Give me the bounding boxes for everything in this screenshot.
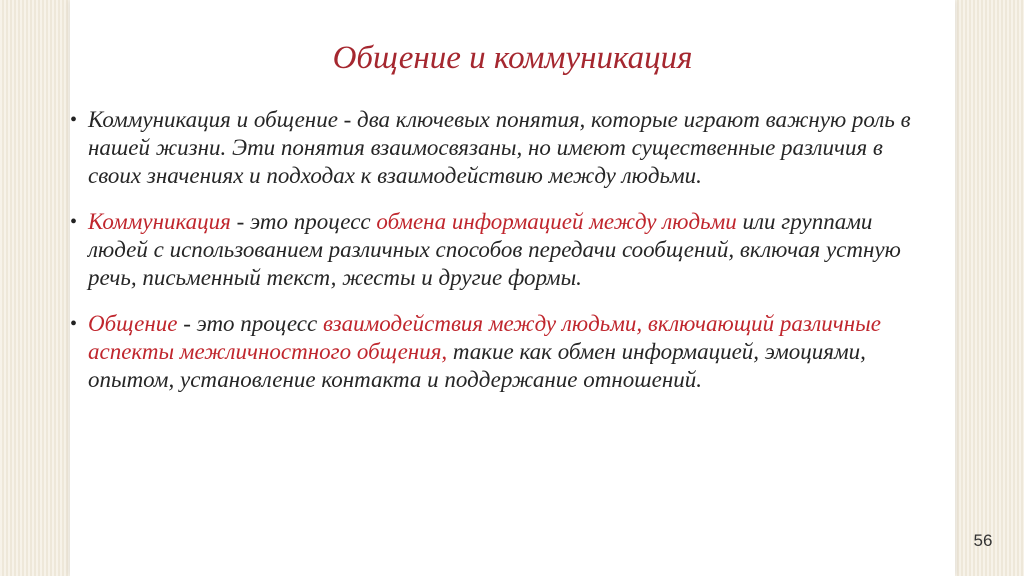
term-highlight: Общение xyxy=(88,311,178,336)
bullet-marker: • xyxy=(70,211,78,233)
bullet-item xyxy=(70,106,915,190)
page-number: 56 xyxy=(973,531,993,550)
slide-title: Общение и коммуникация xyxy=(332,40,693,76)
bullet-item xyxy=(70,208,915,292)
bullet-text: Коммуникация и общение - два ключевых понятия, которые играют важную роль в нашей жизни. Эти понятия взаимосвязаны, но имеют существенные различия в своих значениях и подходах к взаимодействию между людьми. xyxy=(88,107,911,188)
term-highlight: Коммуникация xyxy=(88,209,231,234)
bullet-marker: • xyxy=(70,313,78,335)
bullet-text: - это процесс xyxy=(230,209,377,234)
bullet-text: такие как обмен информацией, эмоциями, опытом, установление контакта и поддержание отношений. xyxy=(88,339,866,392)
left-background-strip xyxy=(0,0,70,576)
bullet-text: - это процесс xyxy=(177,311,323,336)
bullet-item xyxy=(70,310,915,394)
definition-highlight: обмена информацией между людьми xyxy=(376,209,737,234)
definition-highlight: взаимодействия между людьми, включающий различные аспекты межличностного общения, xyxy=(88,311,881,364)
bullet-marker: • xyxy=(70,109,78,131)
bullet-text: или группами людей с использованием различных способов передачи сообщений, включая устную речь, письменный текст, жесты и другие формы. xyxy=(88,209,901,290)
right-background-strip xyxy=(955,0,1024,576)
bullet-list xyxy=(70,106,915,412)
